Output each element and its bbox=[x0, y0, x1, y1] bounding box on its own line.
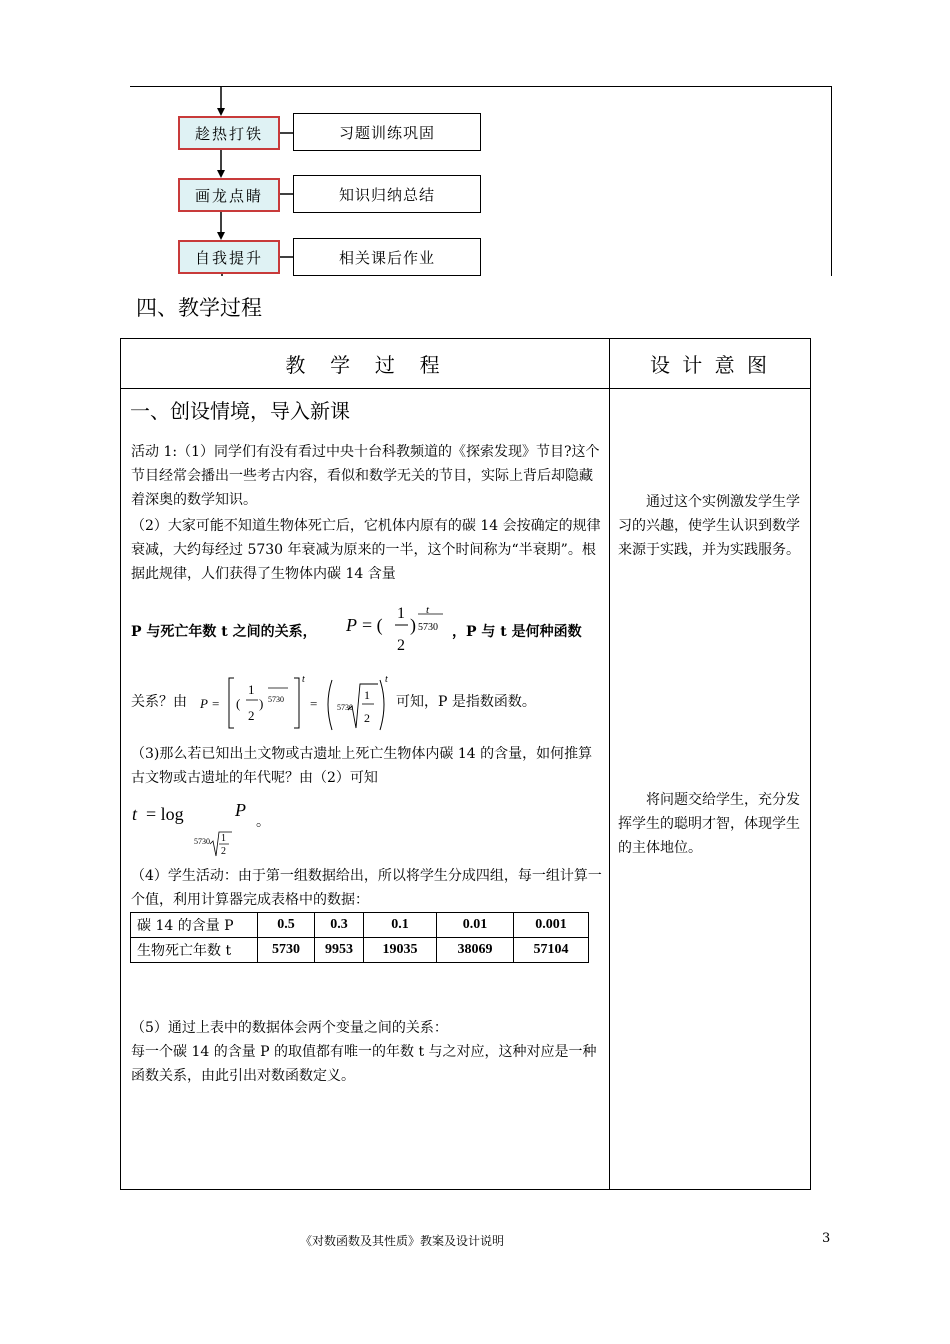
formula-t-log bbox=[128, 796, 278, 860]
table-col-divider bbox=[609, 338, 610, 1190]
svg-text:(: ( bbox=[236, 696, 241, 711]
p-value-2: 0.3 bbox=[315, 913, 364, 938]
svg-text:5730: 5730 bbox=[418, 622, 438, 633]
header-intent: 设 计 意 图 bbox=[649, 352, 771, 377]
p-value-3: 0.1 bbox=[364, 913, 437, 938]
svg-text:= (: = ( bbox=[362, 615, 383, 635]
t-value-1: 5730 bbox=[258, 938, 315, 963]
svg-text:=: = bbox=[310, 696, 318, 711]
p-value-1: 0.5 bbox=[258, 913, 315, 938]
row-label-p: 碳 14 的含量 P bbox=[131, 913, 258, 938]
formula-line-prefix: P 与死亡年数 t 之间的关系， bbox=[131, 624, 317, 640]
p-value-4: 0.01 bbox=[437, 913, 514, 938]
svg-text:P: P bbox=[200, 696, 208, 711]
svg-text:5730: 5730 bbox=[194, 837, 210, 846]
svg-text:P: P bbox=[235, 800, 246, 820]
svg-text:=: = bbox=[212, 696, 220, 711]
svg-text:1: 1 bbox=[248, 682, 255, 697]
carbon-data-table bbox=[130, 912, 589, 963]
svg-text:t: t bbox=[426, 604, 430, 616]
svg-text:1: 1 bbox=[397, 605, 405, 622]
svg-text:2: 2 bbox=[248, 708, 255, 723]
header-process: 教 学 过 程 bbox=[285, 352, 444, 377]
sub-heading: 一、创设情境，导入新课 bbox=[130, 399, 350, 423]
intent-2: 将问题交给学生，充分发挥学生的聪明才智，体现学生的主体地位。 bbox=[618, 792, 800, 856]
svg-text:。: 。 bbox=[256, 815, 270, 830]
activity-3: （3)那么若已知出土文物或古遗址上死亡生物体内碳 14 的含量，如何推算古文物或古遗址的年代呢？由（2）可知 bbox=[131, 746, 593, 786]
activity-2: （2）大家可能不知道生物体死亡后，它机体内原有的碳 14 会按确定的规律衰减，大约每经过 5730 年衰减为原来的一半，这个时间称为“半衰期”。根据此规律，人们获得了生物体内碳 14 含量 bbox=[131, 518, 601, 582]
svg-text:t: t bbox=[302, 674, 305, 685]
t-value-2: 9953 bbox=[315, 938, 364, 963]
footer-doc-title: 《对数函数及其性质》教案及设计说明 bbox=[300, 1234, 505, 1248]
formula2-prefix: 关系？由 bbox=[131, 694, 187, 710]
svg-text:5730: 5730 bbox=[268, 695, 284, 704]
intent-1: 通过这个实例激发学生学习的兴趣，使学生认识到数学来源于实践，并为实践服务。 bbox=[618, 494, 800, 558]
table-row bbox=[131, 938, 589, 963]
table-header-divider bbox=[120, 388, 811, 389]
flow-stage-3: 自我提升 bbox=[178, 240, 280, 274]
activity-5-title: （5）通过上表中的数据体会两个变量之间的关系： bbox=[131, 1020, 448, 1036]
activity-1: 活动 1:（1）同学们有没有看过中央十台科教频道的《探索发现》节目?这个节目经常会播出一些考古内容，看似和数学无关的节目，实际上背后却隐藏着深奥的数学知识。 bbox=[131, 444, 600, 508]
flow-stage-2: 画龙点睛 bbox=[178, 178, 280, 212]
flow-stage-1: 趁热打铁 bbox=[178, 116, 280, 150]
svg-text:2: 2 bbox=[364, 711, 370, 725]
flow-task-1: 习题训练巩固 bbox=[293, 113, 481, 151]
svg-text:1: 1 bbox=[364, 688, 370, 702]
page-number: 3 bbox=[822, 1231, 831, 1246]
svg-text:t: t bbox=[132, 804, 138, 824]
svg-text:= log: = log bbox=[146, 804, 184, 824]
svg-text:2: 2 bbox=[221, 846, 226, 857]
t-value-3: 19035 bbox=[364, 938, 437, 963]
t-value-4: 38069 bbox=[437, 938, 514, 963]
formula-P-exp bbox=[344, 600, 456, 654]
activity-4: （4）学生活动：由于第一组数据给出，所以将学生分成四组，每一组计算一个值，利用计算器完成表格中的数据： bbox=[131, 868, 602, 908]
svg-text:5730: 5730 bbox=[337, 703, 353, 712]
row-label-t: 生物死亡年数 t bbox=[131, 938, 258, 963]
svg-text:2: 2 bbox=[397, 637, 405, 654]
flow-task-3: 相关课后作业 bbox=[293, 238, 481, 276]
formula-line-suffix: ，P 与 t 是何种函数 bbox=[452, 624, 582, 640]
svg-text:): ) bbox=[259, 696, 264, 711]
formula-P-root bbox=[198, 672, 394, 734]
section-title: 四、教学过程 bbox=[136, 296, 262, 320]
t-value-5: 57104 bbox=[514, 938, 589, 963]
svg-text:): ) bbox=[410, 615, 416, 635]
svg-text:1: 1 bbox=[221, 833, 226, 844]
flow-task-2: 知识归纳总结 bbox=[293, 175, 481, 213]
p-value-5: 0.001 bbox=[514, 913, 589, 938]
formula2-suffix: 可知，P 是指数函数。 bbox=[396, 694, 536, 710]
table-row bbox=[131, 913, 589, 938]
activity-5-body: 每一个碳 14 的含量 P 的取值都有唯一的年数 t 与之对应，这种对应是一种函数关系，由此引出对数函数定义。 bbox=[131, 1044, 597, 1084]
svg-text:P: P bbox=[346, 615, 357, 635]
svg-text:t: t bbox=[385, 674, 388, 685]
